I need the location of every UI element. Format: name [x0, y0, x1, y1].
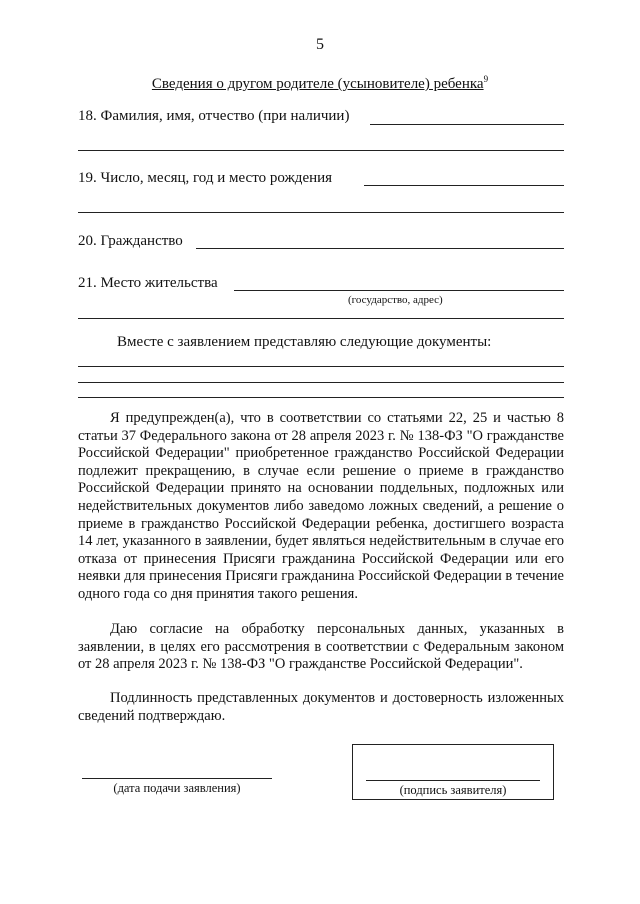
section-title-text: Сведения о другом родителе (усыновителе) ребенка	[151, 76, 484, 92]
section-title	[0, 74, 640, 93]
field-21-input-line[interactable]	[234, 290, 564, 291]
field-21-continuation-line[interactable]	[78, 318, 564, 319]
field-21-label: 21. Место жительства	[78, 275, 218, 291]
consent-paragraph: Даю согласие на обработку персональных данных, указанных в заявлении, в целях его рассмотрения в соответствии с Федеральным законом от 28 апреля 2023 г. № 138-ФЗ "О гражданстве Российской Федерации".	[78, 621, 564, 673]
signature-caption: (подпись заявителя)	[399, 783, 507, 797]
date-input-line[interactable]	[82, 778, 272, 779]
confirm-paragraph: Подлинность представленных документов и достоверность изложенных сведений подтверждаю.	[78, 690, 564, 724]
field-19-continuation-line[interactable]	[78, 212, 564, 213]
warning-paragraph: Я предупрежден(а), что в соответствии со статьями 22, 25 и частью 8 статьи 37 Федерального закона от 28 апреля 2023 г. № 138-ФЗ "О гражданстве Российской Федерации" приобретенное гражданство Российской Федерации подлежит прекращению, в случае если решение о приеме в гражданство Российской Федерации принято на основании поддельных, подложных или недействительных документов либо заведомо ложных сведений, а решение о приеме в гражданство Российской Федерации ребенка, достигшего возраста 14 лет, указанного в заявлении, будет являться недействительным в случае его отказа от принесения Присяги гражданина Российской Федерации или его неявки для принесения Присяги гражданина Российской Федерации в течение одного года со дня принятия такого решения.	[78, 410, 564, 602]
date-caption: (дата подачи заявления)	[113, 781, 241, 795]
field-20-input-line[interactable]	[196, 248, 564, 249]
signature-input-line[interactable]	[366, 780, 540, 781]
page-number: 5	[316, 36, 324, 53]
field-19-label: 19. Число, месяц, год и место рождения	[78, 170, 333, 186]
field-18-label: 18. Фамилия, имя, отчество (при наличии)	[78, 108, 350, 124]
field-19-input-line[interactable]	[364, 185, 564, 186]
documents-line-3[interactable]	[78, 397, 564, 398]
field-20-label: 20. Гражданство	[78, 233, 183, 249]
title-footnote-marker: 9	[483, 74, 489, 84]
field-21-hint: (государство, адрес)	[348, 294, 443, 306]
documents-line-1[interactable]	[78, 366, 564, 367]
documents-intro: Вместе с заявлением представляю следующие документы:	[117, 334, 492, 350]
documents-line-2[interactable]	[78, 382, 564, 383]
field-18-input-line[interactable]	[370, 124, 564, 125]
field-18-continuation-line[interactable]	[78, 150, 564, 151]
